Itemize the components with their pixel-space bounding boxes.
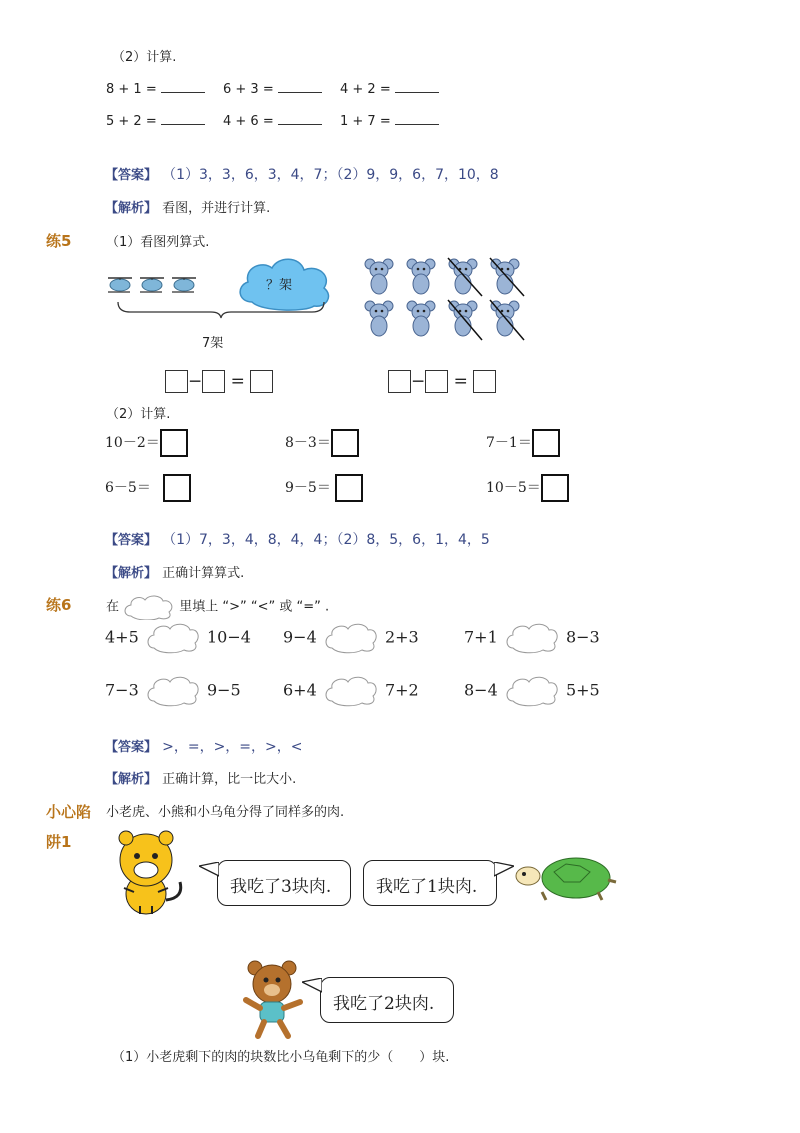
- helicopter-icon: [140, 278, 164, 292]
- analysis-text: 正确计算，比一比大小.: [162, 772, 297, 787]
- compare-item: 6+4 7+2: [283, 675, 419, 707]
- answer-box[interactable]: [425, 370, 448, 393]
- helicopter-icon: [172, 278, 196, 292]
- calc-item: 9－5＝: [285, 474, 363, 502]
- compare-item: 7+1 8−3: [464, 622, 600, 654]
- trap-question: （1）小老虎剩下的肉的块数比小乌龟剩下的少（ ）块.: [112, 1050, 450, 1065]
- turtle-icon: [514, 852, 618, 904]
- mouse-icon: [407, 301, 435, 336]
- cloud-blank-icon[interactable]: [146, 622, 200, 654]
- analysis-tag: 【解析】: [105, 772, 158, 787]
- answer-tag: 【答案】: [105, 740, 158, 755]
- analysis-text: 看图，并进行计算.: [162, 201, 271, 216]
- compare-item: 9−4 2+3: [283, 622, 419, 654]
- cloud-blank-icon[interactable]: [324, 622, 378, 654]
- answer-box[interactable]: [335, 474, 363, 502]
- equation-template: − =: [388, 370, 496, 393]
- part1-subtitle: （2）计算.: [112, 50, 177, 65]
- calc-item: 7－1＝: [486, 429, 560, 457]
- answer-text: （1）3，3，6，3，4，7；（2）9，9，6，7，10，8: [162, 167, 499, 183]
- answer-text: >，=，>，=，>，<: [162, 739, 303, 755]
- trap-label: 小心陷: [46, 803, 92, 821]
- analysis-line: [105, 197, 270, 216]
- analysis-tag: 【解析】: [105, 201, 158, 216]
- answer-box[interactable]: [541, 474, 569, 502]
- calc-item: 10－2＝: [105, 429, 188, 457]
- answer-tag: 【答案】: [105, 168, 158, 183]
- cloud-outline-icon: [123, 594, 175, 620]
- answer-blank[interactable]: [161, 80, 205, 93]
- bear-icon: [240, 960, 310, 1040]
- answer-box[interactable]: [165, 370, 188, 393]
- mice-picture: [362, 256, 530, 344]
- answer-blank[interactable]: [278, 112, 322, 125]
- answer-blank[interactable]: [161, 112, 205, 125]
- equation: 4 + 2 =: [340, 80, 439, 97]
- equation-template: − =: [165, 370, 273, 393]
- compare-item: 7−3 9−5: [105, 675, 241, 707]
- answer-box[interactable]: [473, 370, 496, 393]
- mouse-icon: [365, 259, 393, 294]
- answer-box[interactable]: [388, 370, 411, 393]
- answer-blank[interactable]: [395, 80, 439, 93]
- helicopter-icon: [108, 278, 132, 292]
- cloud-blank-icon[interactable]: [505, 675, 559, 707]
- calc-item: 10－5＝: [486, 474, 569, 502]
- answer-line: [105, 736, 303, 756]
- exercise-label: 练5: [46, 232, 72, 250]
- answer-box[interactable]: [250, 370, 273, 393]
- tiger-speech-bubble: 我吃了3块肉.: [217, 860, 351, 906]
- ex6-prompt: 在 里填上 “>” “<” 或 “=” .: [106, 594, 329, 620]
- answer-line: [105, 164, 499, 184]
- answer-blank[interactable]: [395, 112, 439, 125]
- equation: 6 + 3 =: [223, 80, 322, 97]
- brace-text: 7架: [202, 336, 224, 351]
- answer-blank[interactable]: [278, 80, 322, 93]
- compare-item: 8−4 5+5: [464, 675, 600, 707]
- answer-line: [105, 529, 490, 549]
- mouse-icon: [365, 301, 393, 336]
- cloud-blank-icon[interactable]: [146, 675, 200, 707]
- bubble-tail-icon: [302, 978, 322, 998]
- analysis-text: 正确计算算式.: [162, 566, 245, 581]
- equation: 8 + 1 =: [106, 80, 205, 97]
- answer-box[interactable]: [202, 370, 225, 393]
- equation: 5 + 2 =: [106, 112, 205, 129]
- bear-speech-bubble: 我吃了2块肉.: [320, 977, 454, 1023]
- answer-text: （1）7，3，4，8，4，4；（2）8，5，6，1，4，5: [162, 532, 490, 548]
- ex5-subtitle2: （2）计算.: [106, 407, 171, 422]
- ex5-subtitle1: （1）看图列算式.: [106, 235, 210, 250]
- answer-box[interactable]: [160, 429, 188, 457]
- helicopters-picture: [104, 270, 200, 296]
- brace-icon: [116, 300, 326, 320]
- turtle-speech-bubble: 我吃了1块肉.: [363, 860, 497, 906]
- mouse-icon: [407, 259, 435, 294]
- compare-item: 4+5 10−4: [105, 622, 251, 654]
- tiger-icon: [104, 826, 188, 918]
- bubble-tail-icon: [494, 862, 514, 882]
- answer-box[interactable]: [532, 429, 560, 457]
- answer-box[interactable]: [163, 474, 191, 502]
- cloud-blank-icon[interactable]: [505, 622, 559, 654]
- analysis-line: [105, 562, 244, 581]
- bubble-tail-icon: [199, 862, 219, 882]
- calc-item: 8－3＝: [285, 429, 359, 457]
- equation: 1 + 7 =: [340, 112, 439, 129]
- analysis-line: [105, 768, 296, 787]
- answer-tag: 【答案】: [105, 533, 158, 548]
- calc-item: 6－5＝: [105, 474, 191, 502]
- equation: 4 + 6 =: [223, 112, 322, 129]
- cloud-text: ？架: [266, 278, 293, 293]
- exercise-label: 练6: [46, 596, 72, 614]
- trap-label: 阱1: [46, 833, 72, 851]
- cloud-blank-icon[interactable]: [324, 675, 378, 707]
- answer-box[interactable]: [331, 429, 359, 457]
- analysis-tag: 【解析】: [105, 566, 158, 581]
- trap-intro: 小老虎、小熊和小乌龟分得了同样多的肉.: [106, 805, 345, 820]
